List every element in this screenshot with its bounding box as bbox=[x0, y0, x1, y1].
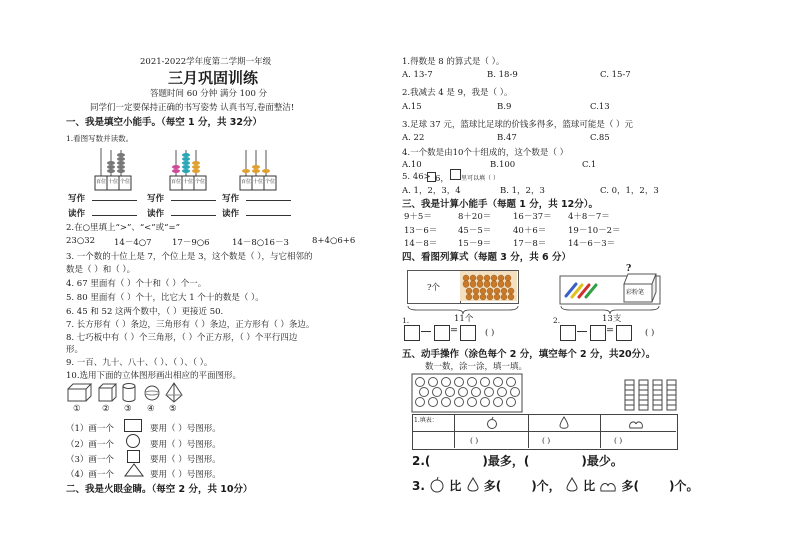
solid-figures bbox=[66, 381, 196, 417]
total-label-2: 13支 bbox=[602, 314, 622, 324]
option[interactable]: B. 1，2，3 bbox=[500, 186, 545, 196]
equation-box[interactable] bbox=[590, 325, 606, 341]
table-answer-blank[interactable]: ( ) bbox=[470, 436, 479, 445]
table-answer-blank[interactable]: ( ) bbox=[614, 436, 623, 445]
abacus-3 bbox=[240, 148, 280, 192]
fruit-outline[interactable] bbox=[420, 388, 429, 397]
option[interactable]: A. 22 bbox=[402, 133, 425, 143]
school-year: 2021-2022学年度第二学期一年级 bbox=[140, 57, 272, 67]
read-answer-line-3[interactable] bbox=[246, 215, 291, 216]
option[interactable]: A.10 bbox=[402, 160, 422, 170]
blank-square[interactable] bbox=[450, 169, 461, 180]
solid-number: ① bbox=[73, 404, 81, 414]
sentence-part: 多( bbox=[621, 479, 639, 493]
calc-item[interactable]: 14－8＝ bbox=[404, 239, 438, 249]
draw-row-3-label: （3）画一个 bbox=[66, 455, 114, 465]
compare-item[interactable]: 14－8○16－3 bbox=[232, 238, 289, 248]
equation-box[interactable] bbox=[616, 325, 632, 341]
tally-cell[interactable] bbox=[667, 380, 676, 385]
choice-question-5-c: 里可以填（ ） bbox=[461, 175, 499, 182]
fruit-outline[interactable] bbox=[481, 398, 490, 407]
fill-table-label: 1.填表： bbox=[414, 417, 438, 424]
option[interactable]: B.100 bbox=[490, 160, 516, 170]
sentence-part: )个。 bbox=[668, 479, 699, 493]
read-label: 读作 bbox=[68, 209, 86, 219]
question-2: 2.在○里填上“>”、“<”或“=” bbox=[66, 223, 180, 233]
question-mark: ? bbox=[626, 264, 632, 274]
fruit-outline[interactable] bbox=[446, 388, 455, 397]
option[interactable]: C. 15-7 bbox=[600, 70, 631, 80]
choice-question-4: 4.一个数是由10个十组成的，这个数是（ ） bbox=[402, 148, 569, 158]
question-4: 4. 67 里面有（ ）个十和（ ）个一。 bbox=[66, 279, 207, 289]
write-answer-line-3[interactable] bbox=[246, 200, 291, 201]
question-3-cont: 数是（ ）和（ ）。 bbox=[66, 265, 136, 275]
write-answer-line-2[interactable] bbox=[171, 200, 216, 201]
option[interactable]: C.1 bbox=[582, 160, 597, 170]
question-6: 6. 45 和 52 这两个数中，（ ）更接近 50. bbox=[66, 307, 224, 317]
fruit-outline[interactable] bbox=[442, 378, 451, 387]
write-label: 写作 bbox=[222, 194, 240, 204]
section-5-heading: 五、动手操作（涂色每个 2 分，填空每个 2 分，共20分）。 bbox=[402, 349, 656, 360]
tally-cell[interactable] bbox=[639, 405, 648, 410]
calc-item[interactable]: 15－9＝ bbox=[458, 239, 492, 249]
equals-sign: = bbox=[450, 325, 458, 336]
choice-question-5-b: 6， bbox=[435, 174, 449, 184]
sentence-part: 2.( bbox=[412, 454, 431, 468]
calc-item[interactable]: 19－10－2＝ bbox=[568, 226, 621, 236]
question-1: 1.看图写数并读数。 bbox=[66, 134, 134, 143]
abacus-2 bbox=[170, 148, 210, 192]
tally-cell[interactable] bbox=[639, 380, 648, 385]
abacus-label: 个位 bbox=[120, 179, 131, 185]
abacus-label: 百位 bbox=[241, 179, 252, 185]
draw-row-4-label: （4）画一个 bbox=[66, 470, 114, 480]
fruit-outline[interactable] bbox=[433, 388, 442, 397]
fruit-outline[interactable] bbox=[485, 388, 494, 397]
option[interactable]: A. 13-7 bbox=[402, 70, 433, 80]
tally-cell[interactable] bbox=[639, 385, 648, 390]
tally-cell[interactable] bbox=[625, 390, 634, 395]
fruit-outline[interactable] bbox=[459, 388, 468, 397]
abacus-label: 个位 bbox=[265, 179, 276, 185]
tally-cell[interactable] bbox=[625, 385, 634, 390]
tally-cell[interactable] bbox=[667, 385, 676, 390]
rectangle-shape bbox=[124, 419, 142, 432]
unit-blank[interactable]: ( ) bbox=[485, 328, 495, 338]
option[interactable]: B. 18-9 bbox=[487, 70, 518, 80]
tally-cell[interactable] bbox=[639, 390, 648, 395]
pear-icon bbox=[466, 477, 480, 493]
option[interactable]: B.9 bbox=[497, 102, 512, 112]
calc-item[interactable]: 40＋6＝ bbox=[513, 226, 547, 236]
read-answer-line-2[interactable] bbox=[171, 215, 216, 216]
tally-cell[interactable] bbox=[625, 380, 634, 385]
equation-box[interactable] bbox=[434, 325, 450, 341]
section-5-subheading: 数一数，涂一涂，填一填。 bbox=[425, 362, 528, 372]
option[interactable]: A. 1，2，3，4 bbox=[402, 186, 461, 196]
fruit-outline[interactable] bbox=[494, 398, 503, 407]
tally-cell[interactable] bbox=[639, 400, 648, 405]
fruit-outline[interactable] bbox=[511, 388, 520, 397]
read-label: 读作 bbox=[222, 209, 240, 219]
question-10: 10.选用下面的立体图形画出相应的平面图形。 bbox=[66, 371, 242, 381]
tally-cell[interactable] bbox=[639, 395, 648, 400]
calc-item[interactable]: 4＋8－7＝ bbox=[568, 212, 610, 222]
item-number: 2. bbox=[553, 316, 561, 325]
calc-item[interactable]: 45－5＝ bbox=[458, 226, 492, 236]
tally-cell[interactable] bbox=[625, 395, 634, 400]
section-4-heading: 四、看图列算式（每题 3 分，共 6 分） bbox=[402, 252, 571, 263]
tally-cell[interactable] bbox=[667, 395, 676, 400]
tally-columns bbox=[625, 378, 685, 412]
option[interactable]: B.47 bbox=[497, 133, 517, 143]
draw-row-2-label: （2）画一个 bbox=[66, 440, 114, 450]
read-label: 读作 bbox=[147, 209, 165, 219]
question-9: 9. 一百、九十、八十、（ ）、（ ）、（ ）。 bbox=[66, 358, 213, 368]
fruit-outline[interactable] bbox=[472, 388, 481, 397]
fruit-outline[interactable] bbox=[468, 398, 477, 407]
abacus-label: 百位 bbox=[96, 179, 107, 185]
solid-number: ③ bbox=[124, 404, 132, 414]
total-label-1: 11个 bbox=[454, 314, 474, 324]
draw-row-1-answer[interactable]: 要用（ ）号图形。 bbox=[150, 424, 221, 434]
square-shape bbox=[127, 450, 140, 463]
section-1-heading: 一、我是填空小能手。（每空 1 分，共 32分） bbox=[66, 117, 263, 128]
choice-question-3: 3.足球 37 元，篮球比足球的价钱多得多，篮球可能是（ ）元 bbox=[402, 120, 634, 130]
choice-question-2: 2.我减去 4 是 9，我是（ ）。 bbox=[402, 88, 513, 98]
fruit-outline[interactable] bbox=[429, 398, 438, 407]
abacus-label: 十位 bbox=[108, 179, 119, 185]
calc-item[interactable]: 8＋20＝ bbox=[458, 212, 492, 222]
tally-cell[interactable] bbox=[653, 405, 662, 410]
option[interactable]: C. 0，1，2，3 bbox=[600, 186, 659, 196]
sentence-part: 多( bbox=[483, 479, 502, 493]
question-8: 8. 七巧板中有（ ）个三角形，（ ）个正方形，（ ）个平行四边 bbox=[66, 333, 298, 343]
apple-icon bbox=[429, 477, 445, 493]
abacus-label: 十位 bbox=[253, 179, 264, 185]
question-5: 5. 80 里面有（ ）个十，比它大 1 个十的数是（ ）。 bbox=[66, 293, 264, 303]
sentence-part: )最少。 bbox=[581, 454, 623, 468]
compare-item[interactable]: 14－4○7 bbox=[114, 238, 152, 248]
option[interactable]: C.85 bbox=[590, 133, 610, 143]
fruit-outline[interactable] bbox=[481, 378, 490, 387]
tally-cell[interactable] bbox=[667, 390, 676, 395]
fruit-outline[interactable] bbox=[498, 388, 507, 397]
fruit-outline[interactable] bbox=[416, 378, 425, 387]
calc-item[interactable]: 14－6－3＝ bbox=[568, 239, 616, 249]
fruit-outline[interactable] bbox=[455, 378, 464, 387]
operator-blank[interactable] bbox=[421, 331, 431, 332]
compare-sentence-1 bbox=[412, 452, 623, 469]
fruit-outline[interactable] bbox=[507, 378, 516, 387]
fruit-outline[interactable] bbox=[416, 398, 425, 407]
abacus-label: 个位 bbox=[195, 179, 206, 185]
chalk-picture bbox=[560, 260, 670, 308]
equation-box[interactable] bbox=[560, 325, 576, 341]
triangle-shape bbox=[124, 463, 144, 477]
abacus-label: 百位 bbox=[171, 179, 182, 185]
fruit-outline[interactable] bbox=[507, 398, 516, 407]
peach-icon bbox=[599, 479, 617, 493]
option[interactable]: C.13 bbox=[590, 102, 610, 112]
fruit-outline[interactable] bbox=[442, 398, 451, 407]
question-8-cont: 形。 bbox=[66, 345, 84, 355]
calc-item[interactable]: 9＋5＝ bbox=[404, 212, 432, 222]
bag-picture bbox=[407, 270, 519, 306]
fruit-outline[interactable] bbox=[455, 398, 464, 407]
table-answer-blank[interactable]: ( ) bbox=[542, 436, 551, 445]
sentence-part: )个， bbox=[531, 479, 561, 493]
compare-sentence-2 bbox=[412, 474, 698, 494]
read-answer-line-1[interactable] bbox=[92, 215, 137, 216]
item-number: 1. bbox=[402, 316, 410, 325]
abacus-label: 十位 bbox=[183, 179, 194, 185]
fruit-outline[interactable] bbox=[429, 378, 438, 387]
tally-cell[interactable] bbox=[667, 405, 676, 410]
compare-item[interactable]: 17－9○6 bbox=[172, 238, 210, 248]
question-7: 7. 长方形有（ ）条边，三角形有（ ）条边，正方形有（ ）条边。 bbox=[66, 320, 315, 330]
tally-cell[interactable] bbox=[653, 400, 662, 405]
solid-number: ⑤ bbox=[169, 404, 177, 414]
tally-cell[interactable] bbox=[653, 390, 662, 395]
sentence-part: 比 bbox=[583, 479, 596, 493]
section-3-heading: 三、我是计算小能手（每题 1 分，共 12分）。 bbox=[402, 199, 599, 210]
section-2-heading: 二、我是火眼金睛。（每空 2 分，共 10分） bbox=[66, 484, 253, 495]
calc-item[interactable]: 13－6＝ bbox=[404, 226, 438, 236]
pear-icon bbox=[558, 416, 570, 430]
fruit-outline[interactable] bbox=[468, 378, 477, 387]
tally-cell[interactable] bbox=[625, 400, 634, 405]
write-label: 写作 bbox=[147, 194, 165, 204]
equals-sign: = bbox=[606, 325, 614, 336]
bear-group-icon bbox=[460, 271, 517, 301]
solid-number: ④ bbox=[147, 404, 155, 414]
chalk-box-label: 彩粉笔 bbox=[626, 289, 645, 296]
draw-row-4-answer[interactable]: 要用（ ）号图形。 bbox=[150, 470, 221, 480]
peach-icon bbox=[628, 418, 644, 429]
sentence-part: 比 bbox=[449, 479, 462, 493]
tally-cell[interactable] bbox=[667, 400, 676, 405]
option[interactable]: A.15 bbox=[402, 102, 422, 112]
sentence-part: 3. bbox=[412, 479, 425, 493]
pear-icon bbox=[565, 477, 579, 493]
abacus-1 bbox=[95, 148, 135, 192]
draw-row-1-label: （1）画一个 bbox=[66, 424, 114, 434]
tally-cell[interactable] bbox=[653, 395, 662, 400]
fill-table bbox=[412, 414, 678, 450]
write-label: 写作 bbox=[68, 194, 86, 204]
page-title: 三月巩固训练 bbox=[168, 69, 259, 87]
unit-blank[interactable]: ( ) bbox=[645, 328, 655, 338]
tally-cell[interactable] bbox=[653, 380, 662, 385]
apple-icon bbox=[486, 417, 498, 429]
choice-question-1: 1.得数是 8 的算式是（ ）。 bbox=[402, 57, 505, 67]
calc-item[interactable]: 16－37＝ bbox=[513, 212, 552, 222]
equation-box[interactable] bbox=[404, 325, 420, 341]
solid-number: ② bbox=[102, 404, 110, 414]
draw-row-3-answer[interactable]: 要用（ ）号图形。 bbox=[150, 455, 221, 465]
fruit-outline[interactable] bbox=[494, 378, 503, 387]
bag-label: ?个 bbox=[427, 283, 441, 293]
exam-meta: 答题时间 60 分钟 满分 100 分 bbox=[150, 89, 268, 99]
operator-blank[interactable] bbox=[577, 331, 587, 332]
tally-cell[interactable] bbox=[625, 405, 634, 410]
equation-box[interactable] bbox=[460, 325, 476, 341]
motto: 同学们一定要保持正确的书写姿势 认真书写,卷面整洁! bbox=[90, 103, 295, 113]
sentence-part: )最多，( bbox=[482, 454, 530, 468]
compare-item[interactable]: 8+4○6+6 bbox=[312, 236, 356, 246]
compare-item[interactable]: 23○32 bbox=[66, 236, 96, 246]
write-answer-line-1[interactable] bbox=[92, 200, 137, 201]
choice-question-5-a: 5. 46> bbox=[402, 172, 431, 182]
question-3: 3. 一个数的十位上是 7，个位上是 3，这个数是（ ），与它相邻的 bbox=[66, 252, 313, 262]
tally-cell[interactable] bbox=[653, 385, 662, 390]
circle-shape bbox=[126, 434, 140, 448]
draw-row-2-answer[interactable]: 要用（ ）号图形。 bbox=[150, 440, 221, 450]
calc-item[interactable]: 17－8＝ bbox=[513, 239, 547, 249]
